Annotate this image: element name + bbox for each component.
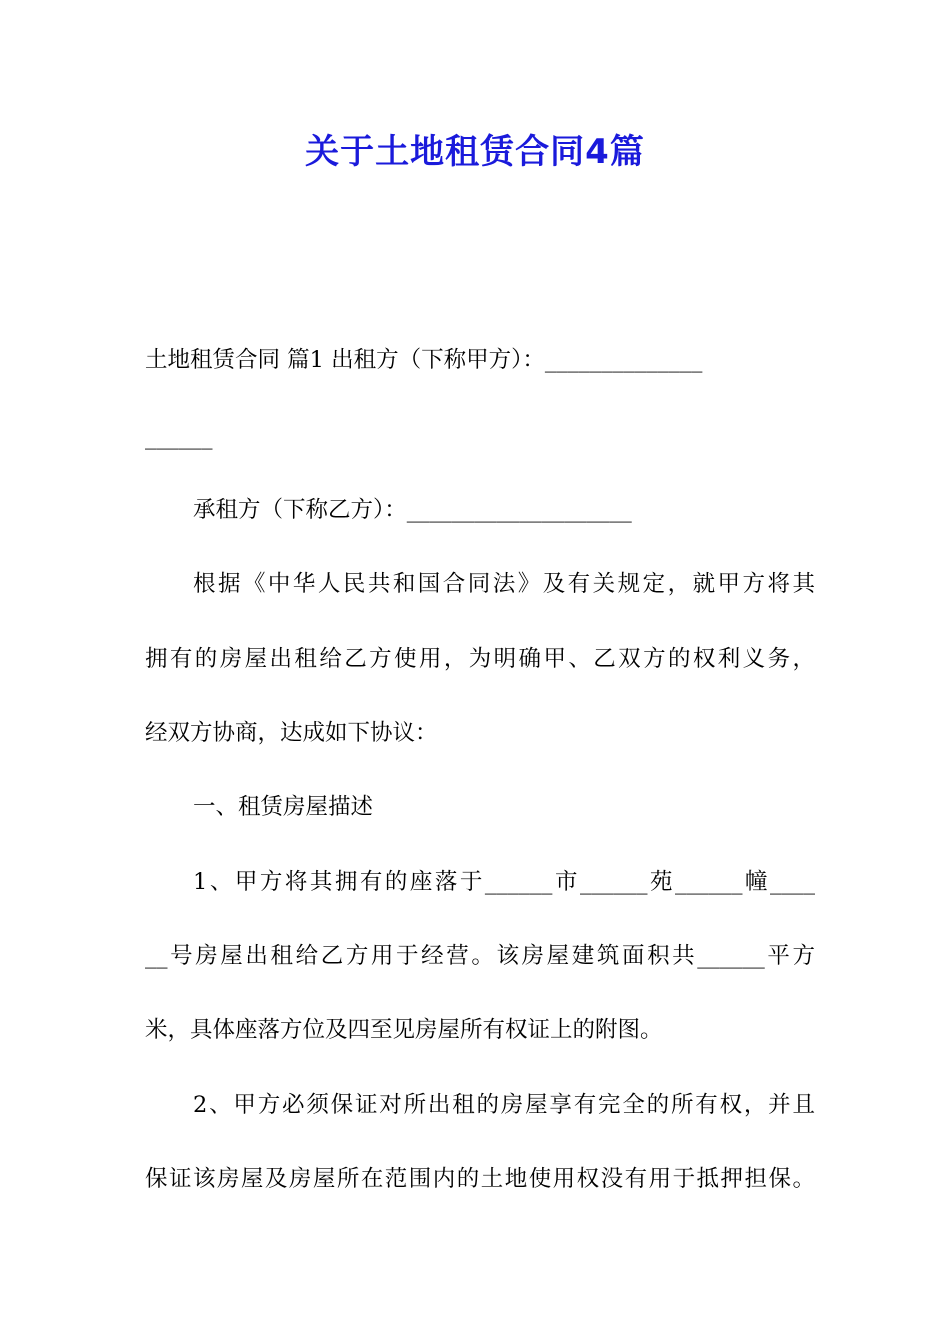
paragraph-line-clause2-2: 保证该房屋及房屋所在范围内的土地使用权没有用于抵押担保。 xyxy=(145,1166,815,1192)
paragraph-line-party-a: 土地租赁合同 篇1 出租方（下称甲方）：______________ xyxy=(145,347,703,373)
document-title: 关于土地租赁合同4篇 xyxy=(305,132,645,172)
paragraph-line-preamble-2: 拥有的房屋出租给乙方使用，为明确甲、乙双方的权利义务， xyxy=(145,646,815,672)
paragraph-line-party-b: 承租方（下称乙方）：____________________ xyxy=(193,497,632,523)
paragraph-line-clause1-3: 米，具体座落方位及四至见房屋所有权证上的附图。 xyxy=(145,1017,663,1043)
paragraph-line-party-a-continued: ______ xyxy=(145,424,213,450)
paragraph-line-preamble-3: 经双方协商，达成如下协议： xyxy=(145,720,438,746)
paragraph-line-preamble-1: 根据《中华人民共和国合同法》及有关规定，就甲方将其 xyxy=(193,571,815,597)
paragraph-line-clause2-1: 2、甲方必须保证对所出租的房屋享有完全的所有权，并且 xyxy=(193,1092,815,1118)
paragraph-line-clause1-1: 1、甲方将其拥有的座落于______市______苑______幢____ xyxy=(193,869,815,895)
paragraph-line-clause1-2: __号房屋出租给乙方用于经营。该房屋建筑面积共______平方 xyxy=(145,943,815,969)
section-heading: 一、租赁房屋描述 xyxy=(193,794,374,820)
